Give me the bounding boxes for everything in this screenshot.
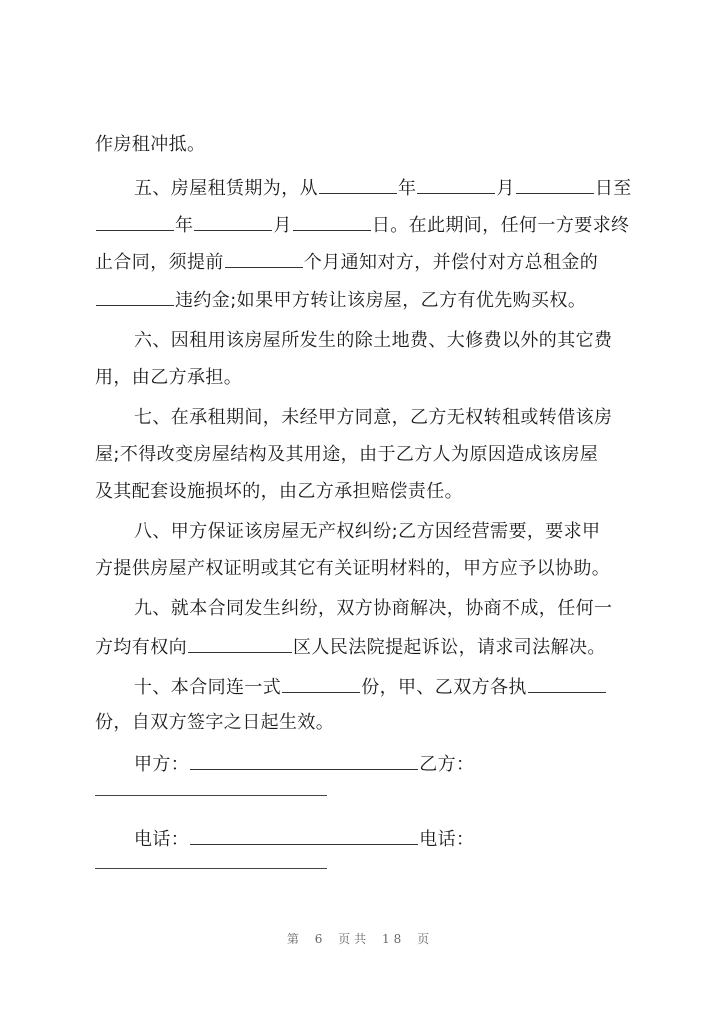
party-a-label: 甲方：: [134, 754, 190, 775]
fill-blank-end-day[interactable]: [293, 212, 371, 231]
paragraph-10-line-1: [134, 674, 679, 700]
paragraph-8-line-2: [95, 557, 640, 581]
paragraph-5-line-4: [95, 287, 640, 313]
text: 方提供房屋产权证明或其它有关证明材料的，甲方应予以协助。: [95, 558, 611, 579]
text: 六、因租用该房屋所发生的除土地费、大修费以外的其它费: [134, 330, 613, 351]
text: 方均有权向: [95, 637, 187, 658]
footer-prefix: 第: [286, 932, 303, 946]
text: 九、就本合同发生纠纷，双方协商解决，协商不成，任何一: [134, 598, 613, 619]
paragraph-8-line-1: [134, 520, 679, 544]
phone-b-field[interactable]: [95, 868, 327, 869]
text: 止合同，须提前: [95, 252, 224, 273]
text: 及其配套设施损坏的，由乙方承担赔偿责任。: [95, 481, 463, 502]
text: 份，甲、乙双方各执: [361, 677, 527, 698]
paragraph-5-line-2: [95, 212, 640, 238]
text: 年: [175, 215, 194, 236]
paragraph-7-line-1: [134, 406, 679, 430]
fill-blank-start-month[interactable]: [417, 175, 495, 194]
text: 区人民法院提起诉讼，请求司法解决。: [293, 637, 606, 658]
party-a-signature-field[interactable]: [190, 751, 418, 770]
text: 年: [398, 178, 417, 199]
text: 个月通知对方，并偿付对方总租金的: [303, 252, 599, 273]
text: 五、房屋租赁期为，从: [134, 178, 318, 199]
text: 八、甲方保证该房屋无产权纠纷;乙方因经营需要，要求甲: [134, 521, 601, 542]
text: 月: [496, 178, 515, 199]
text: 份，自双方签字之日起生效。: [95, 712, 335, 733]
paragraph-6-line-2: [95, 366, 640, 390]
paragraph-9-line-2: [95, 634, 640, 660]
paragraph-7-line-2: [95, 443, 640, 467]
text: 违约金;如果甲方转让该房屋，乙方有优先购买权。: [175, 290, 587, 311]
signature-party-row: [134, 751, 679, 777]
footer-suffix: 页: [417, 932, 434, 946]
text: 七、在承租期间，未经甲方同意，乙方无权转租或转借该房: [134, 407, 613, 428]
current-page-number: 6: [314, 932, 327, 946]
paragraph-9-line-1: [134, 597, 679, 621]
party-b-signature-field[interactable]: [95, 795, 327, 796]
text: 日。在此期间，任何一方要求终: [371, 215, 630, 236]
total-pages-number: 18: [382, 932, 406, 946]
paragraph-7-line-3: [95, 480, 640, 504]
text: 用，由乙方承担。: [95, 367, 243, 388]
text: 十、本合同连一式: [134, 677, 282, 698]
footer-mid: 页共: [338, 932, 371, 946]
paragraph-6-line-1: [134, 329, 679, 353]
phone-a-label: 电话：: [134, 829, 190, 850]
text: 日至: [594, 178, 632, 199]
fill-blank-end-month[interactable]: [194, 212, 272, 231]
paragraph-4-tail: [95, 133, 640, 157]
paragraph-10-line-2: [95, 711, 640, 735]
party-b-label: 乙方：: [419, 754, 475, 775]
text: 屋;不得改变房屋结构及其用途，由于乙方人为原因造成该房屋: [95, 444, 599, 465]
fill-blank-copies-each[interactable]: [528, 674, 606, 693]
paragraph-5-line-1: [134, 175, 679, 201]
text: 作房租冲抵。: [95, 134, 206, 155]
text: 月: [273, 215, 292, 236]
fill-blank-court-district[interactable]: [188, 634, 292, 653]
fill-blank-start-year[interactable]: [319, 175, 397, 194]
fill-blank-penalty-rate[interactable]: [96, 287, 174, 306]
paragraph-5-line-3: [95, 249, 640, 275]
fill-blank-start-day[interactable]: [516, 175, 594, 194]
signature-phone-row: [134, 826, 679, 852]
phone-a-field[interactable]: [190, 826, 418, 845]
fill-blank-end-year[interactable]: [96, 212, 174, 231]
page-footer: [0, 930, 720, 947]
fill-blank-copies-total[interactable]: [282, 674, 360, 693]
fill-blank-notice-months[interactable]: [225, 249, 303, 268]
phone-b-label: 电话：: [419, 829, 475, 850]
